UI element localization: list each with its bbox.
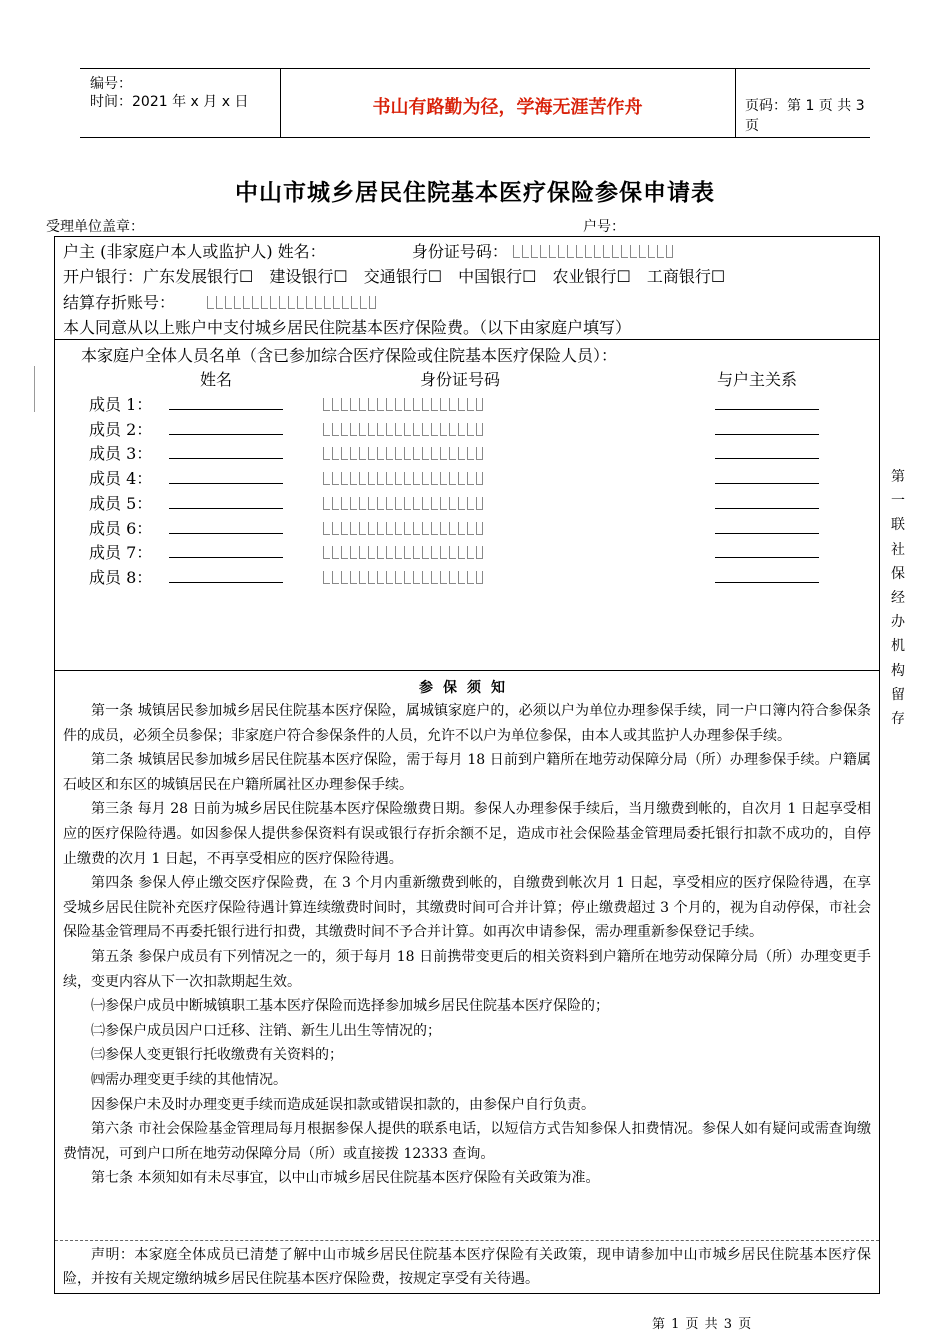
side-char: 联 <box>891 517 905 534</box>
digit-box[interactable] <box>386 522 393 535</box>
member-name-field[interactable] <box>169 533 283 534</box>
digit-box[interactable] <box>522 245 529 258</box>
digit-box[interactable] <box>549 245 556 258</box>
notice-paragraph: ㈢参保人变更银行托收缴费有关资料的； <box>91 1047 343 1064</box>
digit-box[interactable] <box>449 522 456 535</box>
member-label: 成员 1： <box>89 395 153 414</box>
digit-box[interactable] <box>467 472 474 485</box>
digit-box[interactable] <box>431 522 438 535</box>
digit-box[interactable] <box>585 245 592 258</box>
digit-box[interactable] <box>467 571 474 584</box>
digit-box[interactable] <box>431 497 438 510</box>
section-divider <box>55 339 879 340</box>
digit-box[interactable] <box>341 472 348 485</box>
digit-box[interactable] <box>440 546 447 559</box>
digit-box[interactable] <box>458 447 465 460</box>
digit-box[interactable] <box>476 472 483 485</box>
digit-box[interactable] <box>323 571 330 584</box>
digit-box[interactable] <box>333 296 340 309</box>
member-id-boxes[interactable] <box>323 445 485 464</box>
digit-box[interactable] <box>323 423 330 436</box>
digit-box[interactable] <box>476 571 483 584</box>
notice-body <box>63 699 871 1191</box>
digit-box[interactable] <box>440 571 447 584</box>
digit-box[interactable] <box>234 296 241 309</box>
digit-box[interactable] <box>395 472 402 485</box>
digit-box[interactable] <box>332 447 339 460</box>
notice-heading: 参保须知 <box>419 680 515 696</box>
digit-box[interactable] <box>413 546 420 559</box>
member-name-field[interactable] <box>169 582 283 583</box>
digit-box[interactable] <box>297 296 304 309</box>
digit-box[interactable] <box>431 546 438 559</box>
member-relation-field[interactable] <box>715 508 819 509</box>
digit-box[interactable] <box>476 522 483 535</box>
member-row <box>55 417 879 441</box>
digit-box[interactable] <box>476 423 483 436</box>
digit-box[interactable] <box>422 497 429 510</box>
footer-page-number: 第 1 页 共 3 页 <box>652 1317 753 1332</box>
side-char: 第 <box>891 469 905 485</box>
digit-box[interactable] <box>404 423 411 436</box>
digit-box[interactable] <box>243 296 250 309</box>
declaration-text: 声明：本家庭全体成员已清楚了解中山市城乡居民住院基本医疗保险有关政策，现申请参加中山市城乡居民住院基本医疗保险，并按有关规定缴纳城乡居民住院基本医疗保险费，按规定享受有关待遇。 <box>63 1247 871 1287</box>
digit-box[interactable] <box>540 245 547 258</box>
declaration-divider <box>55 1240 879 1241</box>
applicant-id-label: 身份证号码： <box>411 242 508 261</box>
member-label: 成员 6： <box>89 518 153 538</box>
notice-paragraph: 第六条 市社会保险基金管理局每月根据参保人提供的联系电话，以短信方式告知参保人扣费情况。参保人如有疑问或需查询缴费情况，可到户口所在地劳动保障分局（所）或直接拨 12333 查询。 <box>63 1121 871 1162</box>
members-intro: 本家庭户全体人员名单（含已参加综合医疗保险或住院基本医疗保险人员）： <box>81 346 618 365</box>
digit-box[interactable] <box>351 296 358 309</box>
digit-box[interactable] <box>332 497 339 510</box>
digit-box[interactable] <box>458 571 465 584</box>
digit-box[interactable] <box>386 423 393 436</box>
side-char: 留 <box>891 686 905 703</box>
digit-box[interactable] <box>413 398 420 411</box>
digit-box[interactable] <box>422 546 429 559</box>
digit-box[interactable] <box>603 245 610 258</box>
digit-box[interactable] <box>476 447 483 460</box>
margin-mark <box>34 366 35 412</box>
digit-box[interactable] <box>395 571 402 584</box>
member-label: 成员 7： <box>89 543 153 563</box>
digit-box[interactable] <box>341 497 348 510</box>
digit-box[interactable] <box>377 522 384 535</box>
digit-box[interactable] <box>377 497 384 510</box>
digit-box[interactable] <box>666 245 673 258</box>
digit-box[interactable] <box>404 497 411 510</box>
digit-box[interactable] <box>467 546 474 559</box>
digit-box[interactable] <box>323 497 330 510</box>
member-name-field[interactable] <box>169 508 283 509</box>
digit-box[interactable] <box>341 398 348 411</box>
digit-box[interactable] <box>630 245 637 258</box>
side-char: 一 <box>891 493 905 510</box>
side-char: 机 <box>891 638 905 655</box>
column-name: 姓名 <box>200 370 233 389</box>
digit-box[interactable] <box>225 296 232 309</box>
digit-box[interactable] <box>440 447 447 460</box>
digit-box[interactable] <box>467 423 474 436</box>
digit-box[interactable] <box>306 296 313 309</box>
digit-box[interactable] <box>350 472 357 485</box>
digit-box[interactable] <box>576 245 583 258</box>
digit-box[interactable] <box>440 522 447 535</box>
header-middle-cell <box>280 69 736 137</box>
digit-box[interactable] <box>350 546 357 559</box>
digit-box[interactable] <box>323 546 330 559</box>
member-row <box>55 466 879 490</box>
digit-box[interactable] <box>476 398 483 411</box>
digit-box[interactable] <box>395 447 402 460</box>
digit-box[interactable] <box>594 245 601 258</box>
document-header <box>80 68 870 138</box>
side-char: 保 <box>891 565 905 582</box>
account-label: 结算存折账号： <box>63 293 176 312</box>
side-char: 构 <box>891 662 905 679</box>
member-row <box>55 491 879 515</box>
digit-box[interactable] <box>558 245 565 258</box>
consent-text: 本人同意从以上账户中支付城乡居民住院基本医疗保险费。（以下由家庭户填写） <box>63 318 632 337</box>
digit-box[interactable] <box>531 245 538 258</box>
digit-box[interactable] <box>341 447 348 460</box>
digit-box[interactable] <box>386 497 393 510</box>
digit-box[interactable] <box>323 447 330 460</box>
digit-box[interactable] <box>413 447 420 460</box>
digit-box[interactable] <box>368 571 375 584</box>
bank-option[interactable]: 交通银行☐ <box>363 267 443 286</box>
member-row <box>55 516 879 540</box>
member-id-boxes[interactable] <box>323 470 485 489</box>
application-form <box>54 236 880 1294</box>
digit-box[interactable] <box>449 571 456 584</box>
digit-box[interactable] <box>395 423 402 436</box>
digit-box[interactable] <box>332 398 339 411</box>
applicant-name-row <box>63 239 675 262</box>
digit-box[interactable] <box>422 571 429 584</box>
digit-box[interactable] <box>350 423 357 436</box>
digit-box[interactable] <box>458 497 465 510</box>
date-label: 时间：2021 年 x 月 x 日 <box>90 94 249 110</box>
notice-paragraph: 第三条 每月 28 日前为城乡居民住院基本医疗保险缴费日期。参保人办理参保手续后，当月缴费到帐的，自次月 1 日起享受相应的医疗保险待遇。如因参保人提供参保资料有误或银行存折余额不足，造成市社会保险基金管理局委托银行扣款不成功的，自停止缴费的次月 1 日起，不再享受相应的医疗保险待遇。 <box>63 801 871 867</box>
digit-box[interactable] <box>467 497 474 510</box>
member-relation-field[interactable] <box>715 434 819 435</box>
member-relation-field[interactable] <box>715 582 819 583</box>
digit-box[interactable] <box>612 245 619 258</box>
digit-box[interactable] <box>513 245 520 258</box>
member-relation-field[interactable] <box>715 458 819 459</box>
column-relation: 与户主关系 <box>717 370 798 389</box>
digit-box[interactable] <box>386 447 393 460</box>
digit-box[interactable] <box>323 522 330 535</box>
member-id-boxes[interactable] <box>323 495 485 514</box>
digit-box[interactable] <box>413 571 420 584</box>
member-name-field[interactable] <box>169 458 283 459</box>
digit-box[interactable] <box>350 522 357 535</box>
digit-box[interactable] <box>449 447 456 460</box>
digit-box[interactable] <box>431 472 438 485</box>
member-relation-field[interactable] <box>715 483 819 484</box>
digit-box[interactable] <box>413 423 420 436</box>
digit-box[interactable] <box>350 571 357 584</box>
digit-box[interactable] <box>413 522 420 535</box>
digit-box[interactable] <box>377 571 384 584</box>
member-row <box>55 441 879 465</box>
applicant-name-label: 户主 (非家庭户本人或监护人) 姓名： <box>63 242 326 261</box>
digit-box[interactable] <box>368 497 375 510</box>
digit-box[interactable] <box>288 296 295 309</box>
digit-box[interactable] <box>359 546 366 559</box>
digit-box[interactable] <box>404 398 411 411</box>
digit-box[interactable] <box>323 398 330 411</box>
bank-option[interactable]: 农业银行☐ <box>552 267 631 286</box>
digit-box[interactable] <box>395 497 402 510</box>
member-id-boxes[interactable] <box>323 396 485 415</box>
digit-box[interactable] <box>467 447 474 460</box>
member-row <box>55 565 879 589</box>
member-id-boxes[interactable] <box>323 544 485 563</box>
bank-option[interactable]: 中国银行☐ <box>458 267 537 286</box>
digit-box[interactable] <box>404 546 411 559</box>
digit-box[interactable] <box>476 497 483 510</box>
digit-box[interactable] <box>359 398 366 411</box>
section-divider <box>55 670 879 671</box>
digit-box[interactable] <box>422 472 429 485</box>
member-relation-field[interactable] <box>715 533 819 534</box>
digit-box[interactable] <box>332 571 339 584</box>
digit-box[interactable] <box>350 447 357 460</box>
member-label: 成员 3： <box>89 444 153 464</box>
notice-paragraph: 第二条 城镇居民参加城乡居民住院基本医疗保险，需于每月 18 日前到户籍所在地劳动保障分局（所）办理参保手续。户籍属石岐区和东区的城镇居民在户籍所属社区办理参保手续。 <box>63 752 871 793</box>
digit-box[interactable] <box>431 398 438 411</box>
bank-option[interactable]: 工商银行☐ <box>646 267 726 286</box>
member-relation-field[interactable] <box>715 409 819 410</box>
digit-box[interactable] <box>386 546 393 559</box>
digit-box[interactable] <box>449 497 456 510</box>
column-id: 身份证号码 <box>420 370 501 389</box>
member-id-boxes[interactable] <box>323 421 485 440</box>
digit-box[interactable] <box>449 546 456 559</box>
digit-box[interactable] <box>458 522 465 535</box>
digit-box[interactable] <box>422 398 429 411</box>
digit-box[interactable] <box>467 398 474 411</box>
member-label: 成员 5： <box>89 493 153 513</box>
notice-paragraph: 第一条 城镇居民参加城乡居民住院基本医疗保险，属城镇家庭户的，必须以户为单位办理参保手续，同一户口簿内符合参保条件的成员，必须全员参保；非家庭户符合参保条件的人员，允许不以户为单位参保，由本人或其监护人办理参保手续。 <box>63 703 871 744</box>
digit-box[interactable] <box>341 423 348 436</box>
serial-label: 编号： <box>90 76 132 92</box>
digit-box[interactable] <box>422 423 429 436</box>
member-id-boxes[interactable] <box>323 520 485 539</box>
digit-box[interactable] <box>458 472 465 485</box>
side-char: 办 <box>891 614 905 631</box>
digit-box[interactable] <box>395 522 402 535</box>
page-number: 页码：第 1 页 共 3 页 <box>745 98 865 134</box>
digit-box[interactable] <box>422 447 429 460</box>
digit-box[interactable] <box>386 398 393 411</box>
digit-box[interactable] <box>386 571 393 584</box>
digit-box[interactable] <box>270 296 277 309</box>
digit-box[interactable] <box>350 497 357 510</box>
digit-box[interactable] <box>368 546 375 559</box>
digit-box[interactable] <box>377 398 384 411</box>
notice-paragraph: 第七条 本须知如有未尽事宜，以中山市城乡居民住院基本医疗保险有关政策为准。 <box>91 1170 600 1187</box>
digit-box[interactable] <box>431 423 438 436</box>
digit-box[interactable] <box>332 546 339 559</box>
digit-box[interactable] <box>440 423 447 436</box>
digit-box[interactable] <box>404 522 411 535</box>
digit-box[interactable] <box>359 472 366 485</box>
bank-option[interactable]: 广东发展银行☐ <box>143 267 254 286</box>
digit-box[interactable] <box>324 296 331 309</box>
digit-box[interactable] <box>458 423 465 436</box>
notice-paragraph: 第五条 参保户成员有下列情况之一的，须于每月 18 日前携带变更后的相关资料到户籍所在地劳动保障分局（所）办理变更手续，变更内容从下一次扣款期起生效。 <box>63 948 871 990</box>
digit-box[interactable] <box>350 398 357 411</box>
digit-box[interactable] <box>377 423 384 436</box>
bank-option[interactable]: 建设银行☐ <box>269 267 348 286</box>
digit-box[interactable] <box>368 472 375 485</box>
digit-box[interactable] <box>449 398 456 411</box>
digit-box[interactable] <box>359 571 366 584</box>
applicant-id-boxes[interactable] <box>513 243 675 262</box>
account-row <box>63 290 378 313</box>
digit-box[interactable] <box>315 296 322 309</box>
digit-box[interactable] <box>621 245 628 258</box>
digit-box[interactable] <box>261 296 268 309</box>
digit-box[interactable] <box>413 472 420 485</box>
digit-box[interactable] <box>377 546 384 559</box>
stamp-label: 受理单位盖章： <box>46 219 144 235</box>
digit-box[interactable] <box>440 472 447 485</box>
account-boxes[interactable] <box>207 294 378 313</box>
digit-box[interactable] <box>341 522 348 535</box>
household-number-label: 户号： <box>583 219 625 235</box>
digit-box[interactable] <box>341 571 348 584</box>
digit-box[interactable] <box>368 398 375 411</box>
digit-box[interactable] <box>386 472 393 485</box>
digit-box[interactable] <box>252 296 259 309</box>
member-label: 成员 4： <box>89 469 153 489</box>
member-name-field[interactable] <box>169 409 283 410</box>
member-label: 成员 8： <box>89 567 153 587</box>
digit-box[interactable] <box>359 497 366 510</box>
digit-box[interactable] <box>404 447 411 460</box>
digit-box[interactable] <box>279 296 286 309</box>
member-name-field[interactable] <box>169 557 283 558</box>
digit-box[interactable] <box>413 497 420 510</box>
digit-box[interactable] <box>342 296 349 309</box>
side-stub-text <box>886 465 910 731</box>
digit-box[interactable] <box>368 522 375 535</box>
page-title: 中山市城乡居民住院基本医疗保险参保申请表 <box>235 180 715 206</box>
header-left-cell <box>80 69 281 137</box>
member-name-field[interactable] <box>169 434 283 435</box>
digit-box[interactable] <box>639 245 646 258</box>
notice-paragraph: 第四条 参保人停止缴交医疗保险费，在 3 个月内重新缴费到帐的，自缴费到帐次月 1 日起，享受相应的医疗保险待遇，在享受城乡居民住院补充医疗保险待遇计算连续缴费时间时，其缴费时间可合并计算；停止缴费超过 3 个月的，视为自动停保，市社会保险基金管理局不再委托银行进行扣费，其缴费时间不予合并计算。如再次申请参保，需办理重新参保登记手续。 <box>63 875 871 941</box>
digit-box[interactable] <box>377 447 384 460</box>
side-char: 社 <box>891 541 905 558</box>
digit-box[interactable] <box>341 546 348 559</box>
member-row <box>55 392 879 416</box>
member-relation-field[interactable] <box>715 557 819 558</box>
digit-box[interactable] <box>368 423 375 436</box>
notice-paragraph: ㈠参保户成员中断城镇职工基本医疗保险而选择参加城乡居民住院基本医疗保险的； <box>91 998 609 1015</box>
side-char: 经 <box>891 590 905 607</box>
digit-box[interactable] <box>458 398 465 411</box>
member-id-boxes[interactable] <box>323 569 485 588</box>
digit-box[interactable] <box>657 245 664 258</box>
digit-box[interactable] <box>404 571 411 584</box>
consent-row <box>63 315 631 338</box>
digit-box[interactable] <box>359 522 366 535</box>
digit-box[interactable] <box>449 423 456 436</box>
digit-box[interactable] <box>368 447 375 460</box>
digit-box[interactable] <box>377 472 384 485</box>
digit-box[interactable] <box>476 546 483 559</box>
digit-box[interactable] <box>395 546 402 559</box>
digit-box[interactable] <box>395 398 402 411</box>
notice-paragraph: 因参保户未及时办理变更手续而造成延误扣款或错误扣款的，由参保户自行负责。 <box>91 1096 595 1113</box>
digit-box[interactable] <box>359 423 366 436</box>
digit-box[interactable] <box>458 546 465 559</box>
digit-box[interactable] <box>449 472 456 485</box>
digit-box[interactable] <box>431 571 438 584</box>
digit-box[interactable] <box>567 245 574 258</box>
digit-box[interactable] <box>431 447 438 460</box>
digit-box[interactable] <box>332 423 339 436</box>
digit-box[interactable] <box>648 245 655 258</box>
member-label: 成员 2： <box>89 419 153 439</box>
digit-box[interactable] <box>467 522 474 535</box>
digit-box[interactable] <box>359 447 366 460</box>
digit-box[interactable] <box>404 472 411 485</box>
header-right-cell <box>735 69 870 137</box>
declaration <box>63 1243 871 1291</box>
bank-label: 开户银行： <box>63 267 144 286</box>
motto: 书山有路勤为径，学海无涯苦作舟 <box>372 97 643 118</box>
digit-box[interactable] <box>332 472 339 485</box>
notice-paragraph: ㈡参保户成员因户口迁移、注销、新生儿出生等情况的； <box>91 1022 441 1039</box>
member-row <box>55 540 879 564</box>
digit-box[interactable] <box>323 472 330 485</box>
digit-box[interactable] <box>422 522 429 535</box>
digit-box[interactable] <box>440 398 447 411</box>
digit-box[interactable] <box>440 497 447 510</box>
bank-row <box>63 264 725 287</box>
digit-box[interactable] <box>207 296 214 309</box>
notice-paragraph: ㈣需办理变更手续的其他情况。 <box>91 1071 287 1088</box>
digit-box[interactable] <box>216 296 223 309</box>
digit-box[interactable] <box>332 522 339 535</box>
member-name-field[interactable] <box>169 483 283 484</box>
digit-box[interactable] <box>360 296 367 309</box>
digit-box[interactable] <box>369 296 376 309</box>
side-char: 存 <box>891 711 905 728</box>
